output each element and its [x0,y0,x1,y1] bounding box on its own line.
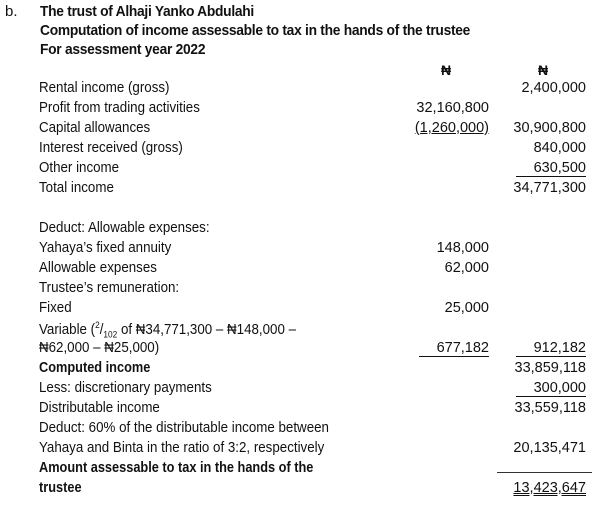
fraction-numerator: 2 [95,320,100,330]
table-row-fixed-remuneration [0,300,605,320]
row-total: 2,400,000 [521,80,586,96]
table-row-trustee-remuneration [0,280,605,300]
row-label: Capital allowances [39,120,151,136]
row-label: Computed income [39,360,151,376]
row-amount: 25,000 [444,300,489,316]
row-total: 13,423,647 [513,480,586,496]
table-row-computed-income [0,360,605,380]
row-label: ₦62,000 – ₦25,000) [39,340,160,356]
row-label: Deduct: 60% of the distributable income between [39,420,329,436]
row-label: Rental income (gross) [39,80,170,96]
table-row-variable-remuneration [0,320,605,340]
row-label [39,320,296,340]
row-total: 20,135,471 [513,440,586,456]
table-row-trustee [0,480,605,500]
row-total: 840,000 [533,140,586,156]
fraction-slash: / [99,321,104,338]
assessment-year-title: For assessment year 2022 [40,41,206,58]
row-label: Other income [39,160,120,176]
variable-prefix: Variable ( [39,321,96,338]
table-row-deduct-heading [0,220,605,240]
table-row-rental-income [0,80,605,100]
section-label: b. [5,3,18,20]
table-row-assessable-amount [0,460,605,480]
row-amount: 62,000 [444,260,489,276]
table-row-total-income [0,180,605,200]
row-label: Yahaya’s fixed annuity [39,240,172,256]
row-total: 33,559,118 [514,400,586,416]
trust-title: The trust of Alhaji Yanko Abdulahi [40,3,255,20]
table-row-other-income [0,160,605,180]
row-label: Deduct: Allowable expenses: [39,220,210,236]
row-total: 33,859,118 [514,360,586,376]
table-row-beneficiary-ratio [0,440,605,460]
naira-header-column-2: ₦ [538,62,549,78]
row-amount: 677,182 [419,340,489,357]
naira-header-column-1: ₦ [441,62,452,78]
fraction-denominator: 102 [103,329,118,340]
row-amount: (1,260,000) [414,120,489,136]
row-label: Fixed [39,300,72,316]
row-total: 30,900,800 [513,120,586,136]
row-amount: 148,000 [436,240,489,256]
row-label: Profit from trading activities [39,100,200,116]
row-label: Total income [39,180,114,196]
row-label: Less: discretionary payments [39,380,212,396]
row-total: 912,182 [516,340,586,357]
table-row-fixed-annuity [0,240,605,260]
table-row-capital-allowances [0,120,605,140]
table-row-trading-profit [0,100,605,120]
variable-suffix: of ₦34,771,300 – ₦148,000 – [117,321,297,338]
table-row-discretionary-payments [0,380,605,400]
row-label: Yahaya and Binta in the ratio of 3:2, respectively [39,440,325,456]
computation-title: Computation of income assessable to tax in the hands of the trustee [40,22,471,39]
row-label: Interest received (gross) [39,140,183,156]
row-label: Distributable income [39,400,160,416]
row-label: Amount assessable to tax in the hands of the [39,460,314,476]
row-total: 630,500 [516,160,586,177]
row-label: trustee [39,480,82,496]
row-label: Trustee’s remuneration: [39,280,180,296]
table-row-distributable-income [0,400,605,420]
row-amount: 32,160,800 [416,100,489,116]
table-row-deduct-distribution [0,420,605,440]
row-label: Allowable expenses [39,260,157,276]
row-total: 300,000 [516,380,586,397]
table-row-interest-received [0,140,605,160]
table-row-allowable-expenses [0,260,605,280]
table-row-variable-continued [0,340,605,360]
row-total: 34,771,300 [513,180,586,196]
